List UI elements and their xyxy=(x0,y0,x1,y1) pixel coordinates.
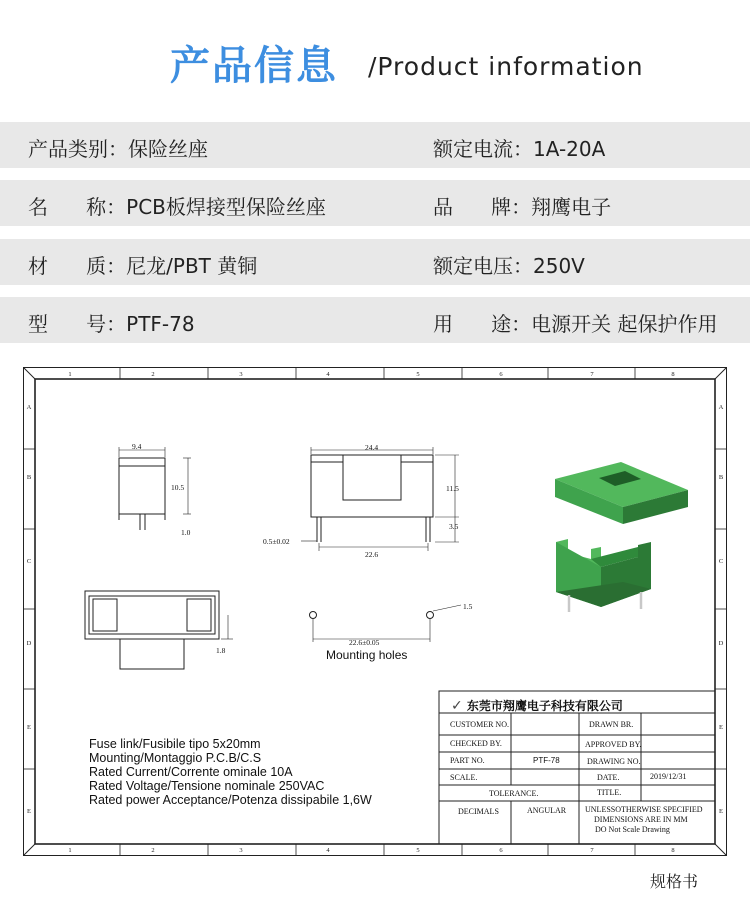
spec-row xyxy=(0,239,750,285)
title-en: /Product information xyxy=(368,52,644,81)
spec-right: 品 牌：翔鹰电子 xyxy=(433,195,612,219)
spec-note: Rated Voltage/Tensione nominale 250VAC xyxy=(89,779,325,793)
row-label: B xyxy=(718,474,724,481)
row-label: A xyxy=(718,404,724,411)
col-label: 8 xyxy=(671,847,675,854)
spec-row xyxy=(0,297,750,343)
disclaimer-3: DO Not Scale Drawing xyxy=(595,825,670,834)
col-label: 8 xyxy=(671,371,675,378)
col-label: 6 xyxy=(499,847,503,854)
spec-row xyxy=(0,122,750,168)
spec-note: Rated power Acceptance/Potenza dissipabile 1,6W xyxy=(89,793,372,807)
dim-bottom-h: 1.8 xyxy=(216,646,226,655)
date-value: 2019/12/31 xyxy=(650,772,687,781)
row-label: B xyxy=(26,474,32,481)
company-name: 东莞市翔鹰电子科技有限公司 xyxy=(466,699,623,713)
dim-pin-len: 3.5 xyxy=(449,522,459,531)
col-label: 5 xyxy=(416,847,420,854)
row-label: A xyxy=(26,404,32,411)
dim-pin-w: 1.0 xyxy=(181,528,191,537)
spec-right: 额定电压：250V xyxy=(433,254,585,278)
spec-left: 产品类别：保险丝座 xyxy=(28,137,208,161)
spec-right: 额定电流：1A-20A xyxy=(433,137,606,161)
tolerance-label: TOLERANCE. xyxy=(489,789,539,798)
footer-label: 规格书 xyxy=(650,872,699,891)
row-label: D xyxy=(26,640,32,647)
drawing-no-label: DRAWING NO. xyxy=(587,757,641,766)
disclaimer-1: UNLESSOTHERWISE SPECIFIED xyxy=(585,805,703,814)
col-label: 2 xyxy=(151,371,155,378)
decimals-label: DECIMALS xyxy=(458,807,499,816)
dim-hole-span: 22.6±0.05 xyxy=(349,638,380,647)
part-no-value: PTF-78 xyxy=(533,756,560,765)
col-label: 5 xyxy=(416,371,420,378)
checked-by-label: CHECKED BY. xyxy=(450,739,502,748)
col-label: 1 xyxy=(68,371,72,378)
page-header xyxy=(0,34,750,94)
row-label: C xyxy=(26,558,32,565)
row-label: D xyxy=(718,640,724,647)
dim-side-height: 10.5 xyxy=(171,483,185,492)
approved-by-label: APPROVED BY. xyxy=(585,740,642,749)
row-label: E xyxy=(719,808,723,815)
title-label: TITLE. xyxy=(597,788,622,797)
row-label: C xyxy=(718,558,724,565)
col-label: 3 xyxy=(239,371,243,378)
col-label: 4 xyxy=(326,371,330,378)
title-cn: 产品信息 xyxy=(170,43,338,89)
col-label: 1 xyxy=(68,847,72,854)
spec-left: 名 称：PCB板焊接型保险丝座 xyxy=(28,195,326,219)
company-logo xyxy=(451,697,623,714)
col-label: 7 xyxy=(590,847,594,854)
row-label: E xyxy=(27,724,31,731)
technical-drawing xyxy=(23,367,727,856)
mounting-holes xyxy=(310,605,462,642)
logo-icon: ✓ xyxy=(451,698,463,714)
spec-note: Rated Current/Corrente ominale 10A xyxy=(89,765,293,779)
dim-side-width: 9.4 xyxy=(132,442,142,451)
spec-left: 型 号：PTF-78 xyxy=(28,312,195,336)
dim-pin-span: 22.6 xyxy=(365,550,379,559)
spec-right: 用 途：电源开关 起保护作用 xyxy=(433,312,718,336)
bottom-view xyxy=(85,591,233,669)
dim-hole-d: 1.5 xyxy=(463,602,473,611)
spec-left: 材 质：尼龙/PBT 黄铜 xyxy=(28,254,258,278)
fuse-base-image xyxy=(556,539,651,612)
fuse-cover-image xyxy=(555,462,688,524)
col-label: 4 xyxy=(326,847,330,854)
col-label: 2 xyxy=(151,847,155,854)
scale-label: SCALE. xyxy=(450,773,478,782)
spec-row xyxy=(0,180,750,226)
date-label: DATE. xyxy=(597,773,620,782)
disclaimer-2: DIMENSIONS ARE IN MM xyxy=(594,815,688,824)
customer-no-label: CUSTOMER NO. xyxy=(450,720,509,729)
col-label: 7 xyxy=(590,371,594,378)
holes-caption: Mounting holes xyxy=(326,648,408,662)
col-label: 6 xyxy=(499,371,503,378)
drawn-by-label: DRAWN BR. xyxy=(589,720,634,729)
dim-pin-thick: 0.5±0.02 xyxy=(263,537,290,546)
spec-note: Mounting/Montaggio P.C.B/C.S xyxy=(89,751,262,765)
row-label: E xyxy=(719,724,723,731)
front-view xyxy=(301,447,459,551)
spec-note: Fuse link/Fusibile tipo 5x20mm xyxy=(89,737,261,751)
dim-front-width: 24.4 xyxy=(365,443,379,452)
row-label: E xyxy=(27,808,31,815)
part-no-label: PART NO. xyxy=(450,756,485,765)
angular-label: ANGULAR xyxy=(527,806,567,815)
col-label: 3 xyxy=(239,847,243,854)
dim-front-height: 11.5 xyxy=(446,484,459,493)
